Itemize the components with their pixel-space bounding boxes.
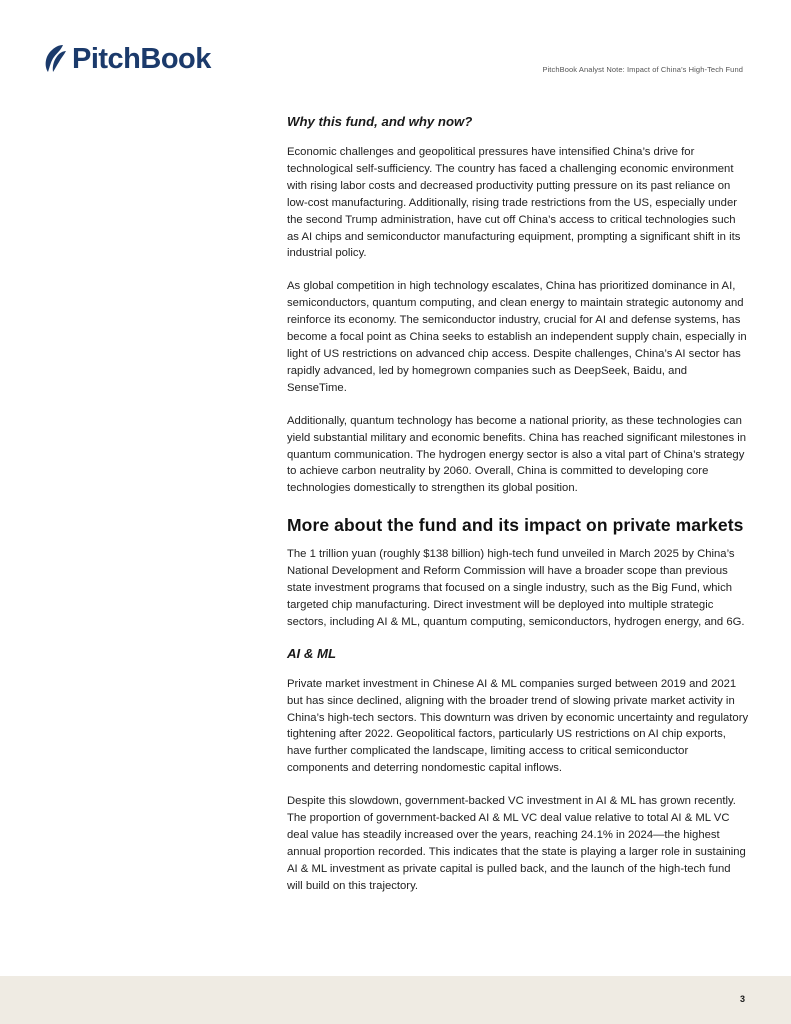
header-note: PitchBook Analyst Note: Impact of China’s High-Tech Fund (542, 65, 743, 74)
why-paragraph-2: As global competition in high technology escalates, China has prioritized dominance in AI, semiconductors, quantum computing, and clean energy to maintain strategic autonomy and reinforce its economy. The semiconductor industry, crucial for AI and defense systems, has become a focal point as China seeks to establish an independent supply chain, especially in light of US restrictions on advanced chip access. Despite challenges, China’s AI sector has rapidly advanced, led by homegrown companies such as DeepSeek, Baidu, and SenseTime. (287, 280, 747, 394)
fund-impact-heading: More about the fund and its impact on private markets (287, 515, 744, 536)
pitchbook-leaf-icon (40, 44, 66, 74)
logo-text: PitchBook (72, 43, 211, 75)
why-paragraph-1: Economic challenges and geopolitical pressures have intensified China’s drive for technological self-sufficiency. The country has faced a challenging economic environment with rising labor costs and decreased productivity putting pressure on its past reliance on low-cost manufacturing. Additionally, rising trade restrictions from the US, especially under the second Trump administration, have cut off China’s access to critical technologies such as AI chips and semiconductor manufacturing equipment, prompting a significant shift in its industrial policy. (287, 146, 741, 260)
pitchbook-logo (40, 42, 211, 76)
main-content (287, 112, 749, 895)
page-footer (0, 976, 791, 1024)
ai-ml-heading: AI & ML (287, 645, 337, 661)
ai-ml-paragraph-2: Despite this slowdown, government-backed VC investment in AI & ML has grown recently. The proportion of government-backed AI & ML VC deal value relative to total AI & ML VC deal value has steadily increased over the years, reaching 24.1% in 2024—the highest annual proportion recorded. This indicates that the state is playing a larger role in sustaining AI & ML investment as private capital is pulled back, and the launch of the high-tech fund will build on this trajectory. (287, 795, 746, 892)
ai-ml-paragraph-1: Private market investment in Chinese AI & ML companies surged between 2019 and 2021 but has since declined, aligning with the broader trend of slowing private market activity in China’s high-tech sectors. This downturn was driven by economic uncertainty and regulatory tightening after 2022. Geopolitical factors, particularly US restrictions on AI chip exports, have further complicated the landscape, limiting access to critical semiconductor components and deterring nondomestic capital inflows. (287, 677, 749, 775)
why-paragraph-3: Additionally, quantum technology has become a national priority, as these technologies can yield substantial military and economic benefits. China has reached significant milestones in quantum communication. The hydrogen energy sector is also a vital part of China’s strategy to achieve carbon neutrality by 2060. Overall, China is committed to developing core technologies domestically to strengthen its global position. (287, 414, 747, 495)
why-heading: Why this fund, and why now? (287, 114, 473, 129)
fund-paragraph-1: The 1 trillion yuan (roughly $138 billion) high-tech fund unveiled in March 2025 by China’s National Development and Reform Commission will have a broader scope than previous state investment programs that focused on a single industry, such as the Big Fund, which targeted chip manufacturing. Direct investment will be deployed into multiple strategic sectors, including AI & ML, quantum computing, semiconductors, hydrogen energy, and 6G. (287, 548, 745, 628)
page-number: 3 (739, 994, 745, 1004)
